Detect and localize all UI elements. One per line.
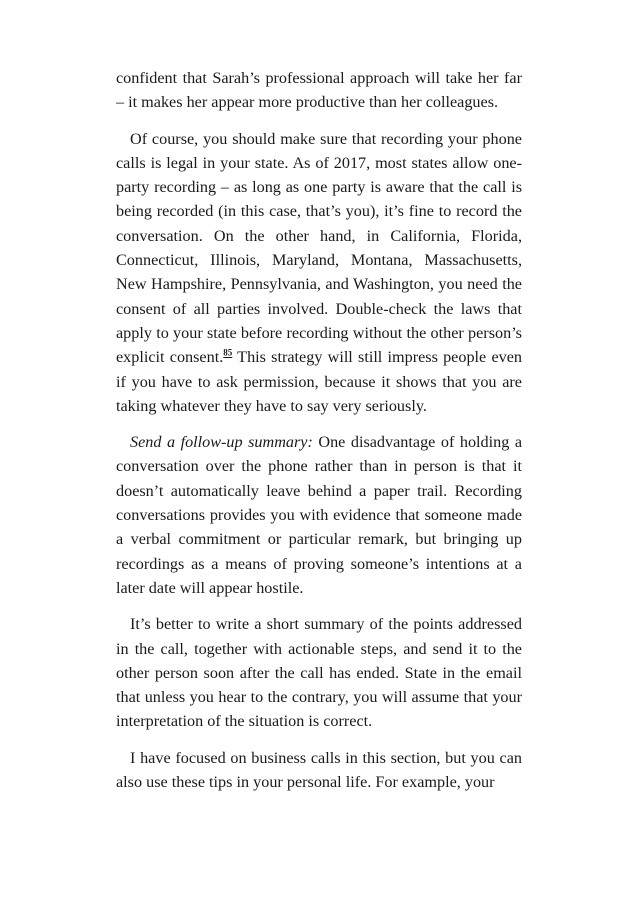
paragraph-3 xyxy=(116,430,522,600)
footnote-reference[interactable]: 85 xyxy=(223,347,233,358)
paragraph-2-text-after-footnote: This strategy will still impress people even if you have to ask permission, because it shows that you are taking whatever they have to say very seriously. xyxy=(116,348,523,415)
paragraph-2 xyxy=(116,127,522,419)
document-page xyxy=(116,66,522,806)
paragraph-4: It’s better to write a short summary of the points addressed in the call, together with actionable steps, and send it to the other person soon after the call has ended. State in the email that unless you hear to the contrary, you will assume that your interpretation of the situation is correct. xyxy=(116,615,522,731)
paragraph-1: confident that Sarah’s professional approach will take her far – it makes her appear more productive than her colleagues. xyxy=(116,69,522,112)
paragraph-3-lead-heading: Send a follow-up summary: xyxy=(130,433,313,452)
paragraph-2-text-before-footnote: Of course, you should make sure that recording your phone calls is legal in your state. As of 2017, most states allow one-party recording – as long as one party is aware that the call is being recorded (in this case, that’s you), it’s fine to record the conversation. On the other hand, in California, Florida, Connecticut, Illinois, Maryland, Montana, Massachusetts, New Hampshire, Pennsylvania, and Washington, you need the consent of all parties involved. Double-check the laws that apply to your state before recording without the other person’s explicit consent. xyxy=(116,129,522,367)
paragraph-5: I have focused on business calls in this section, but you can also use these tips in your personal life. For example, your xyxy=(116,748,522,792)
paragraph-3-text: One disadvantage of holding a conversation over the phone rather than in person is that it doesn’t automatically leave behind a paper trail. Recording conversations provides you with evidence that someone made a verbal commitment or particular remark, but bringing up recordings as a means of proving someone’s intentions at a later date will appear hostile. xyxy=(116,433,522,597)
